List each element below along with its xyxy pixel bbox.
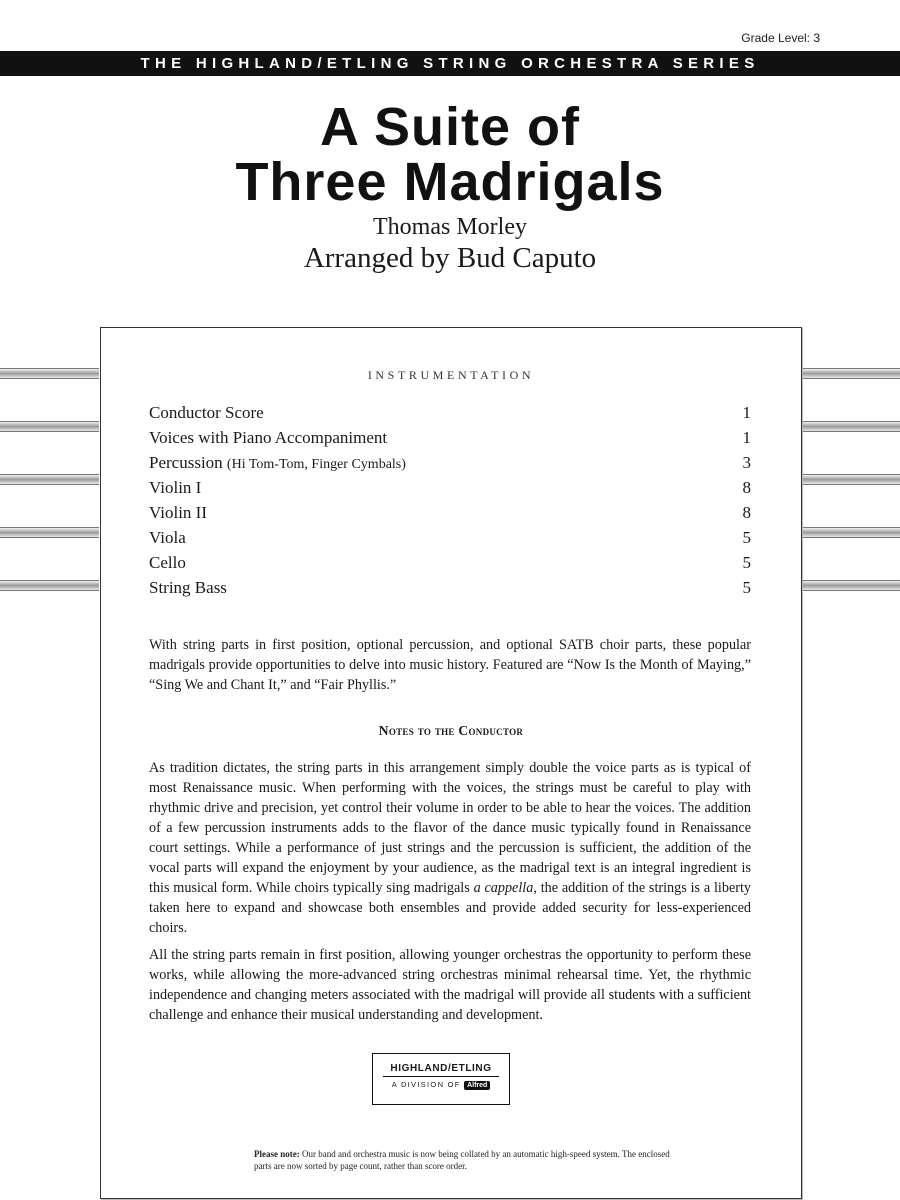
title-line-2-text: Three Madrigals	[235, 152, 665, 212]
footnote	[254, 1148, 674, 1172]
composer: Thomas Morley	[373, 214, 527, 240]
grade-level: Grade Level: 3	[741, 31, 820, 45]
instrumentation-heading: INSTRUMENTATION	[367, 368, 535, 382]
instrument-count: 8	[742, 478, 751, 497]
publisher-logo	[372, 1053, 510, 1105]
staff-line	[0, 474, 99, 485]
staff-line	[802, 580, 900, 591]
instrumentation-list	[149, 400, 751, 600]
list-item	[149, 475, 751, 500]
staff-line	[802, 474, 900, 485]
title-line-1-text: A Suite of	[320, 97, 580, 157]
instrument-label: Voices with Piano Accompaniment	[149, 428, 388, 447]
instrument-name	[149, 450, 406, 475]
notes-italic-term: a cappella	[473, 880, 534, 896]
instrument-name	[149, 425, 387, 450]
publisher-division: A DIVISION OF	[391, 1080, 461, 1089]
instrument-name	[149, 475, 201, 500]
notes-paragraph-2: All the string parts remain in first position, allowing younger orchestras the opportunity to perform these works, while allowing the more-advanced string orchestras minimal rehearsal time. Yet, the rhythmic independence and changing meters associated with the madrigal will provide all students with a sufficient challenge and enhance their musical understanding and development.	[149, 947, 751, 1023]
instrument-count: 3	[742, 453, 751, 472]
list-item	[149, 400, 751, 425]
instrument-count: 5	[742, 578, 751, 597]
list-item	[149, 450, 751, 475]
instrument-label: String Bass	[149, 578, 227, 597]
instrument-count: 5	[742, 553, 751, 572]
title-block	[0, 97, 900, 212]
notes-heading: Notes to the Conductor	[378, 723, 524, 738]
list-item	[149, 575, 751, 600]
instrument-detail: (Hi Tom-Tom, Finger Cymbals)	[226, 457, 406, 472]
instrument-label: Violin I	[149, 478, 202, 497]
title-line-2	[0, 152, 900, 212]
staff-line	[0, 580, 99, 591]
instrument-count: 1	[742, 428, 751, 447]
footnote-label: Please note:	[254, 1149, 300, 1159]
alfred-logo: Alfred	[464, 1081, 490, 1090]
instrument-count: 8	[742, 503, 751, 522]
staff-line	[0, 527, 99, 538]
list-item	[149, 425, 751, 450]
instrument-name	[149, 525, 186, 550]
staff-line	[802, 368, 900, 379]
content-panel	[100, 327, 802, 1199]
instrument-label: Viola	[149, 528, 186, 547]
list-item	[149, 500, 751, 525]
list-item	[149, 550, 751, 575]
staff-line	[0, 421, 99, 432]
notes-paragraph-1-b: , the addition of the strings is a liberty taken here to expand and showcase both ensembles and provide added security for less-experienced choirs.	[149, 880, 751, 936]
instrument-name	[149, 575, 227, 600]
instrument-name	[149, 550, 186, 575]
list-item	[149, 525, 751, 550]
description: With string parts in first position, optional percussion, and optional SATB choir parts, these popular madrigals provide opportunities to delve into music history. Featured are “Now Is the Month of Maying,” “Sing We and Chant It,” and “Fair Phyllis.”	[149, 637, 751, 693]
logo-divider	[383, 1076, 499, 1077]
instrument-label: Cello	[149, 553, 186, 572]
staff-line	[0, 368, 99, 379]
series-banner: THE HIGHLAND/ETLING STRING ORCHESTRA SERIES	[0, 51, 900, 76]
arranger: Arranged by Bud Caputo	[303, 242, 597, 274]
instrument-name	[149, 500, 207, 525]
instrument-label: Percussion	[149, 453, 223, 472]
instrument-name	[149, 400, 264, 425]
footnote-text: Our band and orchestra music is now being collated by an automatic high-speed system. The enclosed parts are now sorted by page count, rather than score order.	[254, 1149, 670, 1171]
instrument-count: 1	[742, 403, 751, 422]
publisher-division-line	[373, 1080, 509, 1090]
instrument-label: Violin II	[149, 503, 207, 522]
instrument-count: 5	[742, 528, 751, 547]
notes-paragraph-1-a: As tradition dictates, the string parts in this arrangement simply double the voice parts as is typical of most Renaissance music. When performing with the voices, the strings must be careful to play with rhythmic drive and precision, yet control their volume in order to be able to hear the voices. The addition of a few percussion instruments adds to the flavor of the dance music typically found in Renaissance court settings. While a performance of just strings and the percussion is sufficient, the addition of the vocal parts will expand the enjoyment by your audience, as the madrigal text is an integral ingredient is this musical form. While choirs typically sing madrigals	[149, 760, 751, 896]
publisher-name: HIGHLAND/ETLING	[390, 1063, 492, 1074]
title-line-1	[0, 97, 900, 157]
staff-line	[802, 527, 900, 538]
staff-line	[802, 421, 900, 432]
notes-paragraph-1	[149, 758, 751, 938]
instrument-label: Conductor Score	[149, 403, 264, 422]
